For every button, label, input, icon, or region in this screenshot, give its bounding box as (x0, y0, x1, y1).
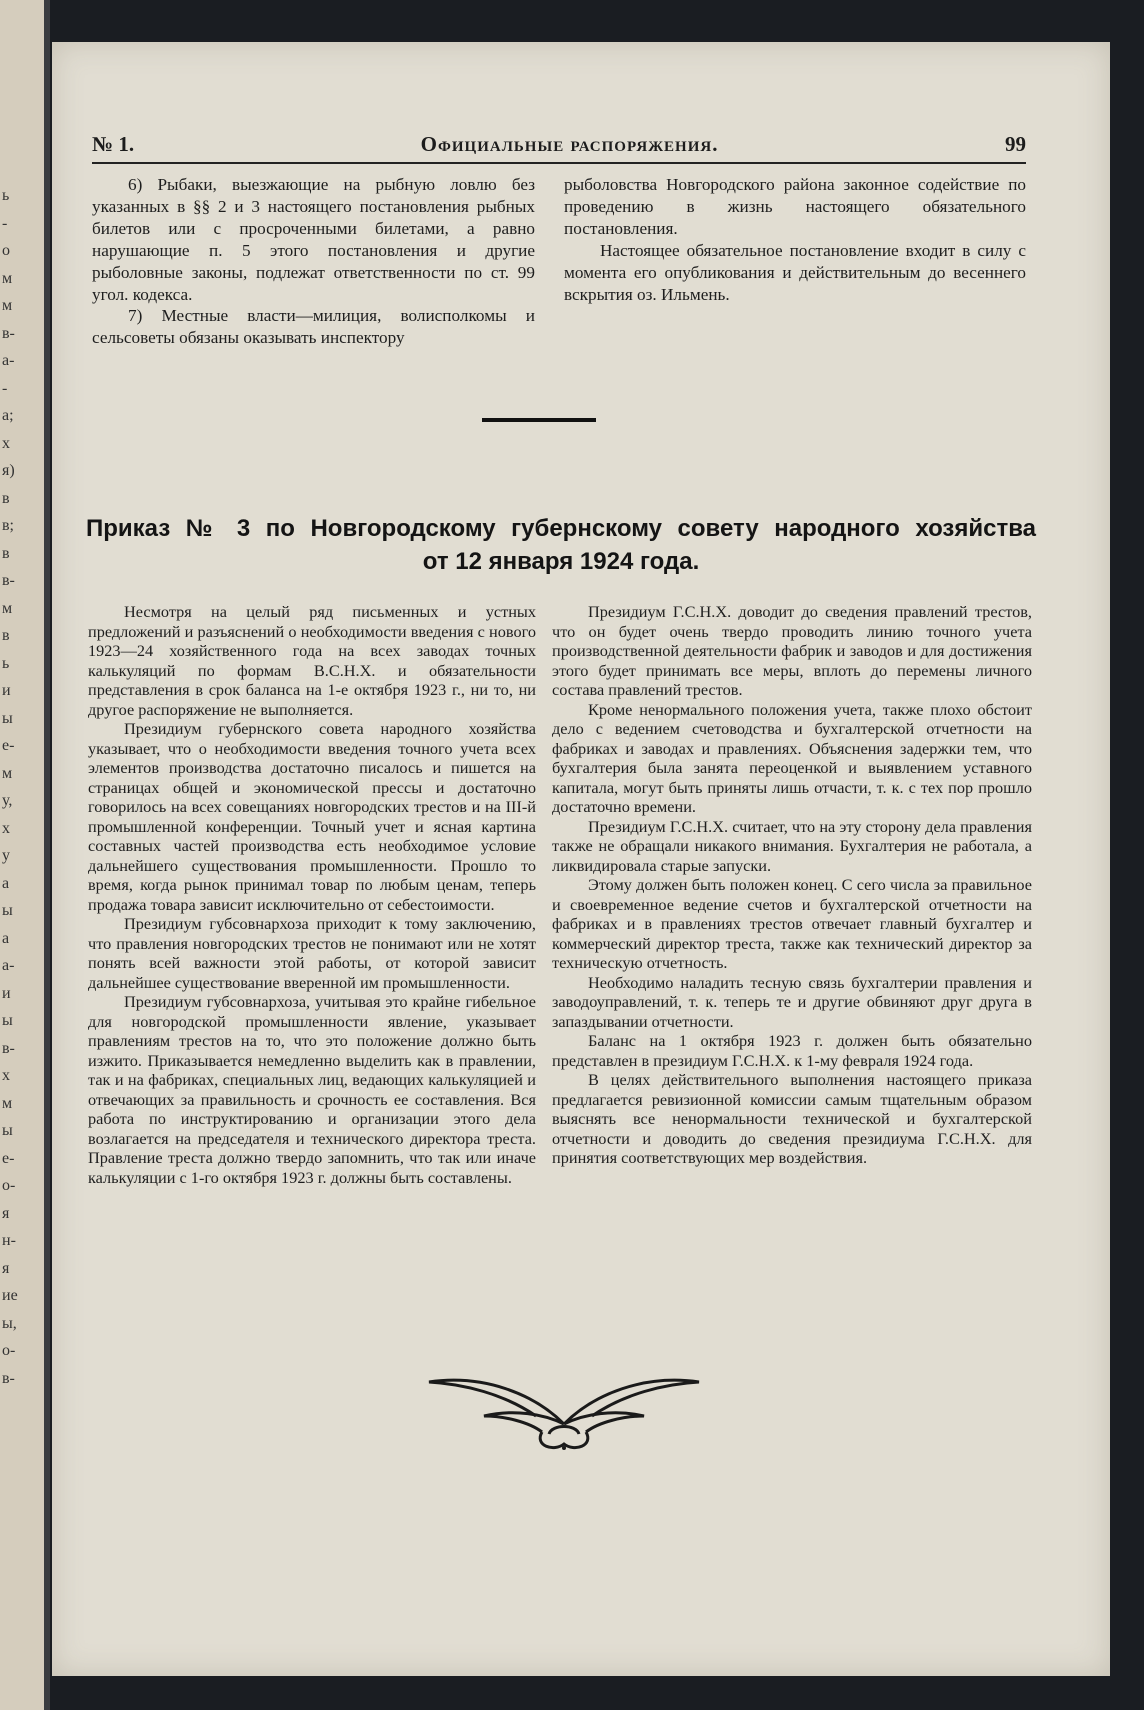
spine-fragment: ы (2, 1122, 13, 1139)
page-number: 99 (1005, 131, 1026, 156)
paragraph: 6) Рыбаки, выезжающие на рыбную ловлю без указанных в §§ 2 и 3 настоящего постановления рыбных билетов или с просроченными билетами, а равно нарушающие п. 5 этого постановления и другие рыболовные законы, подлежат ответственности по ст. 99 угол. кодекса. (92, 175, 535, 304)
adjacent-page-edge (0, 0, 50, 1710)
spine-fragment: м (2, 599, 13, 617)
paragraph: Президиум губернского совета народного хозяйства указывает, что о необходимости введения точного учета всех элементов производства достаточно писалось и пишется на страницах общей и экономической прессы и достаточно говорилось на всех совещаниях новгородских трестов и на III-й промышленной конференции. Точный учет и ясная картина составных частей производства есть необходимое условие дальнейшего существования промышленности. Прошло то время, когда рынок принимал товар по любым ценам, теперь продажа товара зависит исключительно от себестоимости. (88, 719, 536, 914)
spine-fragment: а (2, 929, 10, 947)
top-right-column (564, 174, 1026, 305)
spine-fragment: ие (2, 1287, 18, 1304)
paragraph: Несмотря на целый ряд письменных и устных предложений и разъяснений о необходимости введения с нового 1923—24 хозяйственного года на всех заводах точных калькуляций по формам В.С.Н.Х. и обязательности представления в срок баланса на 1-е октября 1923 г., ни то, ни другое распоряжение не выполняется. (88, 602, 536, 719)
spine-fragment: ы (2, 1012, 13, 1029)
spine-fragment: я (2, 1204, 10, 1222)
spine-fragment: о (2, 242, 10, 259)
paragraph: Настоящее обязательное постановление входит в силу с момента его опубликования и действительным до весеннего вскрытия оз. Ильмень. (564, 240, 1026, 304)
paragraph: В целях действительного выполнения настоящего приказа предлагается ревизионной комиссии самым тщательным образом выяснять все ненормальности технической и бухгалтерской отчетности и доводить до сведения президиума Г.С.Н.Х. для принятия соответствующих мер воздействия. (552, 1070, 1032, 1167)
spine-fragment: в- (2, 572, 15, 589)
paragraph: рыболовства Новгородского района законное содействие по проведению в жизнь настоящего обязательного постановления. (564, 175, 1026, 238)
spine-fragment: - (2, 214, 8, 232)
paragraph: Президиум Г.С.Н.Х. считает, что на эту сторону дела правления также не обращали никакого внимания. Бухгалтерия не работала, а ликвидировала старые запуски. (552, 816, 1032, 875)
paragraph: Президиум губсовнархоза, учитывая это крайне гибельное для новгородской промышленности явление, указывает правлениям трестов на то, что это положение должно быть изжито. Приказывается немедленно выделить как в правлении, так и на фабриках, специальных лиц, ведающих калькуляцией и отвечающих за правильность и срочность ее составления. Вся работа по инструктированию и организации этого дела возлагается на председателя и технического директора треста. Правление треста должно твердо запомнить, что так или иначе калькуляции с 1-го октября 1923 г. должны быть составлены. (88, 992, 536, 1187)
page-header (92, 126, 1026, 164)
order-title-line1: Приказ № 3 по Новгородскому губернскому совету народного хозяйства (86, 515, 1036, 542)
spine-fragment: а (2, 874, 10, 892)
spine-fragment: и (2, 682, 11, 699)
spine-fragment: м (2, 297, 13, 314)
spine-fragment: ы (2, 709, 13, 727)
right-column (552, 602, 1032, 1168)
spine-fragment: м (2, 1094, 13, 1112)
document-page (52, 42, 1110, 1676)
paragraph: Необходимо наладить тесную связь бухгалтерии правления и заводоуправлений, т. к. теперь те и другие обвиняют друг друга в запаздывании отчетности. (552, 972, 1032, 1031)
left-column (88, 602, 536, 1187)
spine-fragment: ь (2, 187, 10, 204)
paragraph: Кроме ненормального положения учета, также плохо обстоит дело с ведением счетоводства и бухгалтерской отчетности на фабриках и заводах и правлениях. Объяснения задержки тем, что бухгалтерия была занята переоценкой и выявлением уставного капитала, могут быть приняты лишь отчасти, т. к. с тех пор прошло достаточно времени. (552, 699, 1032, 816)
paragraph: 7) Местные власти—милиция, волисполкомы и сельсоветы обязаны оказывать инспектору (92, 306, 535, 348)
spine-fragment: х (2, 819, 10, 837)
spine-fragment: у (2, 847, 10, 864)
spine-fragment: е- (2, 737, 15, 754)
order-title (86, 512, 1036, 578)
spine-fragment: в (2, 627, 10, 644)
spine-fragment: е- (2, 1149, 15, 1167)
issue-number: № 1. (92, 131, 135, 156)
top-left-column (92, 174, 535, 349)
paragraph: Президиум губсовнархоза приходит к тому заключению, что правления новгородских трестов не понимают или не хотят понять всей важности этой работы, от которой зависит дальнейшее существование вверенной им промышленности. (88, 914, 536, 992)
spine-fragment: и (2, 984, 11, 1002)
spine-fragment: а- (2, 957, 15, 974)
paragraph: Президиум Г.С.Н.Х. доводит до сведения правлений трестов, что он будет очень твердо проводить линию точного учета производственной деятельности фабрик и заводов и для достижения этого будет принимать все меры, вплоть до перемены личного состава правлений трестов. (552, 602, 1032, 699)
ornament-vignette-icon (424, 1354, 704, 1454)
paragraph: Этому должен быть положен конец. С сего числа за правильное и своевременное ведение счетов и бухгалтерской отчетности на фабриках и в правлениях трестов отвечает главный бухгалтер и коммерческий директор треста, также как технический директор за техническую отчетность. (552, 875, 1032, 972)
paragraph: Баланс на 1 октября 1923 г. должен быть обязательно представлен в президиум Г.С.Н.Х. к 1-му февраля 1924 года. (552, 1031, 1032, 1070)
spine-fragment: ь (2, 654, 10, 672)
spine-fragment: - (2, 379, 8, 397)
spine-fragment: у, (2, 792, 13, 809)
spine-fragment: а; (2, 407, 14, 424)
spine-fragment: я (2, 1259, 10, 1277)
spine-fragment: ы (2, 902, 13, 919)
spine-fragment: в (2, 489, 10, 507)
spine-fragment: х (2, 434, 10, 452)
spine-fragment: в; (2, 517, 14, 534)
spine-fragment: о- (2, 1177, 16, 1194)
order-title-line2: от 12 января 1924 года. (422, 548, 700, 575)
section-divider (482, 418, 596, 422)
section-title: Официальные распоряжения. (420, 131, 719, 156)
spine-fragment: в- (2, 324, 15, 342)
spine-fragment: м (2, 269, 13, 287)
spine-fragment: в- (2, 1039, 15, 1057)
spine-fragment: в- (2, 1369, 15, 1387)
spine-fragment: о- (2, 1342, 16, 1359)
spine-fragment: н- (2, 1232, 16, 1249)
spine-fragment: м (2, 764, 13, 782)
spine-fragment: в (2, 544, 10, 562)
spine-fragment: а- (2, 352, 15, 369)
spine-fragment: х (2, 1067, 10, 1084)
spine-fragment: я) (2, 462, 15, 479)
spine-fragment: ы, (2, 1314, 17, 1332)
